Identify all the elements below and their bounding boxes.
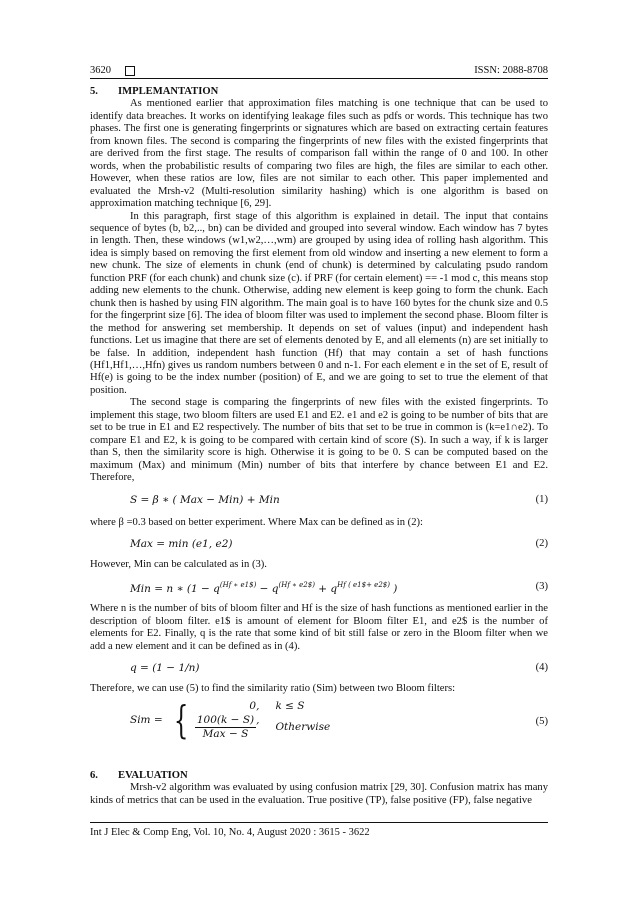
paragraph: As mentioned earlier that approximation files matching is one technique that can be used to identify data breaches. It works on identifying leakage files such as pdfs or words. This technique has two phases. The first one is generating fingerprints or signatures which are based on extracting certain features from known files. The second is comparing the fingerprints of new files with the existed fingerprints that are derived from the first stage. The results of comparison fall within the range of 0 and 100. In other words, when the probabilistic results of comparing two files are high, the files are similar to each other. However, when these ratios are low, files are not similar to each other. This paper implemented and evaluated the Mrsh-v2 (Multi-resolution similarity hashing) which is one algorithm is based on approximation matching technique [6, 29]. — [90, 98, 548, 210]
section-title: EVALUATION — [118, 769, 188, 781]
eq-part: + q — [314, 583, 338, 596]
equation-4 — [90, 653, 548, 683]
eq-part: − q — [256, 583, 279, 596]
equation-body: q = (1 − 1/n) — [130, 661, 200, 674]
equation-label: (4) — [535, 661, 548, 673]
footer-rule — [90, 822, 548, 823]
page-number: 3620 — [90, 65, 111, 76]
equation-label: (5) — [535, 716, 548, 728]
section-number: 5. — [90, 86, 98, 97]
fraction — [195, 714, 256, 740]
numerator: 100(k − S) — [196, 714, 255, 727]
left-brace: { — [173, 697, 189, 742]
paragraph: In this paragraph, first stage of this algorithm is explained in detail. The input that contains sequence of bytes (b, b2,.., bn) can be divided and grouped into several window. Each window has 7 bytes in length. Then, these windows (w1,w2,…,wm) are grouped by using idea of rolling hash algorithm. This idea is simply based on removing the first element from old window and inserting a new element to form a new chunk. The size of elements in chunk (end of chunk) is determined by calculating psudo random function PRF (for each chunk) and chunk size (c). if PRF (for certain element) == -1 mod c, this means stop adding new elements to the chunk. Otherwise, adding new element is keep going to form the chunk. Each chunk then is hashed by using FIN algorithm. The main goal is to have 160 bytes for the chunk size and 0.5 for the fingerprint size [6]. The idea of bloom filter was used to implement the second phase. Bloom filter is the method for answering set membership. It depends on set of values (input) and independent hash functions. Let us imagine that there are set of elements denoted by E, and all elements (n) are set initially to be false. In addition, independent hash function (Hf) that may contain a set of hash functions (Hf1,Hf1,…,Hfn) gives us random numbers between 0 and n-1. For each element e in the set of E, result of Hf(e) is going to be the index number (position) of E, and we are going to set to true the element of that position. — [90, 210, 548, 396]
eq-exponent: (Hf ∗ e1$) — [219, 581, 257, 590]
section-title: IMPLEMANTATION — [118, 86, 219, 97]
section-5-heading — [90, 86, 548, 98]
paragraph: where β =0.3 based on better experiment. Where Max can be defined as in (2): — [90, 516, 423, 528]
equation-3 — [90, 571, 548, 603]
equation-5 — [90, 696, 548, 750]
case-1-condition: k ≤ S — [275, 699, 305, 712]
square-bullet-icon — [125, 66, 135, 76]
paragraph: Where n is the number of bits of bloom filter and Hf is the size of hash functions as mentioned earlier in the description of bloom filter. e1$ is amount of element for Bloom filter E1, and e2$ is the number of elements for E2. Finally, q is the rate that some kind of bit still false or zero in the Bloom filter when we add a new element and it can be defined as in (4). — [90, 603, 548, 652]
case-1-value: 0, — [249, 699, 260, 712]
section-number: 6. — [90, 769, 98, 781]
cases-grid — [195, 700, 330, 740]
header-rule — [90, 78, 548, 79]
paragraph: Therefore, we can use (5) to find the similarity ratio (Sim) between two Bloom filters: — [90, 683, 456, 695]
equation-label: (2) — [535, 537, 548, 549]
eq-exponent: Hf ( e1$+ e2$) — [337, 581, 390, 590]
equation-1 — [90, 485, 548, 517]
equation-2 — [90, 529, 548, 559]
eq-exponent: (Hf ∗ e2$) — [278, 581, 315, 590]
section-6-heading — [90, 770, 548, 782]
piecewise-function — [130, 697, 331, 742]
paragraph: The second stage is comparing the fingerprints of new files with the existed fingerprints. To implement this stage, two bloom filters are used E1 and E2. e1 and e2 is going to be number of bits that are set to be true in E1 and E2 respectively. The number of bits that set to be true in common is (k=e1∩e2). To compare E1 and E2, k is going to be compared with certain kind of score (S). In such a way, if k is larger than S, then the similarity score is high. Otherwise it is going to be 0. S can be computed based on the maximum (Max) and minimum (Min) number of bits that interfere by chance between E1 and E2. Therefore, — [90, 397, 548, 484]
denominator: Max − S — [202, 727, 249, 740]
main-content — [90, 86, 548, 807]
equation-label: (3) — [535, 581, 548, 593]
issn: ISSN: 2088-8708 — [474, 65, 548, 76]
paragraph: Mrsh-v2 algorithm was evaluated by using confusion matrix [29, 30]. Confusion matrix has many kinds of metrics that can be used in the evaluation. True positive (TP), false positive (FP), false negative — [90, 782, 548, 806]
equation-lhs: Sim = — [130, 713, 163, 726]
equation-body — [130, 579, 397, 595]
page-header — [90, 60, 548, 76]
eq-part: Min = n ∗ (1 − q — [130, 583, 220, 596]
equation-label: (1) — [535, 494, 548, 506]
comma: , — [256, 714, 260, 727]
eq-part: ) — [389, 583, 398, 596]
case-2-condition: Otherwise — [275, 720, 331, 733]
case-2-value — [195, 714, 260, 740]
paragraph: However, Min can be calculated as in (3). — [90, 558, 267, 570]
equation-body: Max = min (e1, e2) — [130, 537, 233, 550]
footer-citation: Int J Elec & Comp Eng, Vol. 10, No. 4, August 2020 : 3615 - 3622 — [90, 827, 370, 838]
equation-body: S = β ∗ ( Max − Min) + Min — [130, 494, 280, 507]
